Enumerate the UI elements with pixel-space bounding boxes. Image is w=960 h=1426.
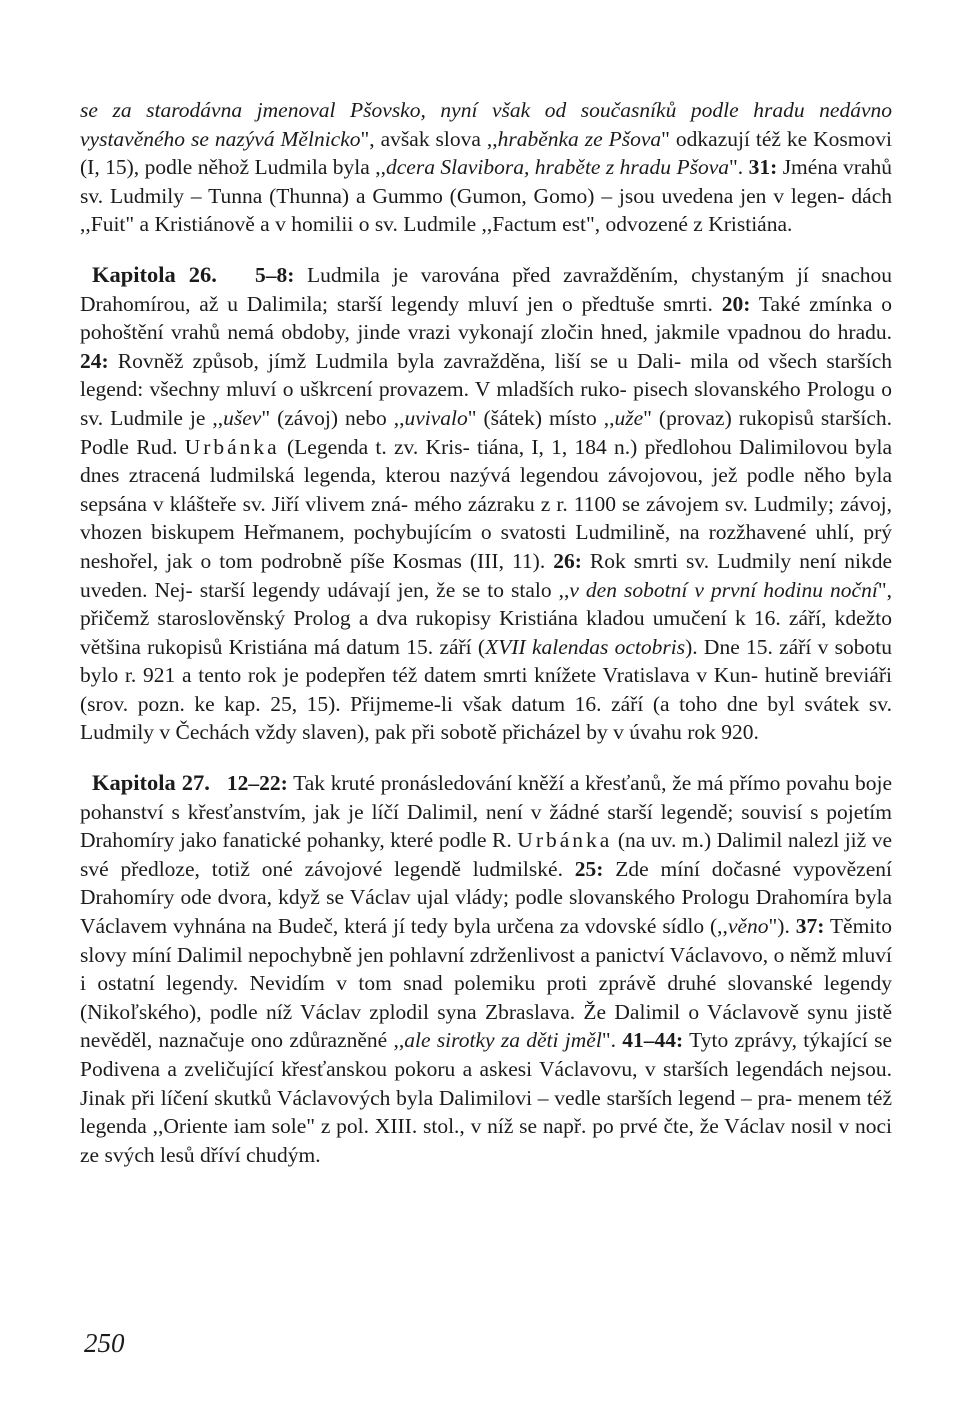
italic-quote: ušev bbox=[223, 405, 262, 430]
italic-quote: uže bbox=[614, 405, 644, 430]
continued-note-paragraph bbox=[80, 96, 892, 239]
italic-quote: dcera Slavibora, hraběte z hradu Pšova bbox=[386, 155, 730, 180]
note-text: Rok smrti sv. Ludmily není nikde uveden. Nej- starší legendy udávají jen, že se to stalo ,, bbox=[80, 548, 892, 602]
note-text: ". bbox=[601, 1028, 623, 1053]
spaced-author-name: Urbánka bbox=[517, 828, 613, 853]
italic-quote: hraběnka ze Pšova bbox=[497, 126, 662, 151]
italic-quote: ale sirotky za děti jměl bbox=[404, 1028, 602, 1053]
note-text: ", přičemž staroslověnský Prolog a dva rukopisy Kristiána kladou umučení k 16. září, kdežto většina rukopisů Kristiána má datum 15. září ( bbox=[80, 577, 892, 659]
page-number: 250 bbox=[84, 1328, 125, 1358]
note-text: Ludmila je varována před zavražděním, chystaným jí snachou Drahomírou, až u Dalimila; starší legendy mluví jen o předtuše smrti. bbox=[80, 262, 893, 316]
verse-reference: 31: bbox=[748, 155, 778, 180]
italic-quote: věno bbox=[727, 914, 769, 939]
note-text: (na uv. m.) Dalimil nalezl již ve své předloze, totiž oné závojové legendě ludmilské. bbox=[80, 828, 892, 881]
italic-quote: XVII kalendas octobris bbox=[485, 634, 686, 659]
spaced-author-name: Urbánka bbox=[184, 434, 280, 459]
italic-quote: se za starodávna jmenoval Pšovsko, nyní však od současníků podle hradu nedávno vystavěného se nazývá Mělnicko bbox=[80, 98, 892, 151]
page-body bbox=[80, 96, 892, 1169]
italic-quote: v den sobotní v první hodinu noční bbox=[569, 577, 878, 602]
note-text: Zde míní dočasné vypovězení Drahomíry ode dvora, když se Václav ujal vlády; podle slovanského Prologu Drahomíra byla Václavem vyhnána na Budeč, která jí tedy byla určena za vdovské sídlo (,, bbox=[80, 856, 892, 939]
verse-reference: 5–8: bbox=[254, 262, 295, 287]
note-text: Také zmínka o pohoštění vrahů nemá obdoby, jinde vrazi vykonají zločin hned, jakmile vpadnou do hradu. bbox=[80, 291, 892, 345]
chapter-26-paragraph bbox=[80, 261, 892, 747]
chapter-heading: Kapitola 27. bbox=[92, 770, 210, 796]
note-text: " (závoj) nebo ,, bbox=[261, 405, 405, 430]
italic-quote: uvivalo bbox=[404, 405, 468, 430]
note-text: ", avšak slova ,, bbox=[360, 126, 498, 151]
note-text: Tak kruté pronásledování kněží a křesťanů, že má přímo povahu boje pohanství s křesťanstvím, jak je líčí Dalimil, není v žádné starší legendě; souvisí s pojetím Drahomíry jako fanatické pohanky, které podle R. bbox=[80, 771, 893, 853]
chapter-27-paragraph bbox=[80, 769, 892, 1169]
note-text: Rovněž způsob, jímž Ludmila byla zavražděna, liší se u Dali- mila od všech starších legend: všechny mluví o uškrcení provazem. V mladších ruko- pisech slovanského Prologu o sv. Ludmile je ,, bbox=[80, 348, 892, 430]
verse-reference: 26: bbox=[553, 548, 582, 573]
verse-reference: 25: bbox=[574, 856, 604, 881]
note-text: Tyto zprávy, týkající se Podivena a zveličující křesťanskou pokoru a askesi Václavovu, v starších legendách nejsou. Jinak při líčení skutků Václavových byla Dalimilovi – vedle starších legend – pra- menem též legenda ,,Oriente iam sole" z pol. XIII. stol., v níž se např. po prvé čte, že Václav nosil v noci ze svých lesů dříví chudým. bbox=[80, 1028, 892, 1167]
chapter-heading: Kapitola 26. bbox=[92, 261, 217, 287]
note-text: "). bbox=[768, 914, 796, 939]
verse-reference: 37: bbox=[795, 914, 825, 939]
note-text: ". bbox=[729, 155, 749, 180]
note-text: Jména vrahů sv. Ludmily – Tunna (Thunna) a Gummo (Gumon, Gomo) – jsou uvedena jen v legen- dách ,,Fuit" a Kristiánově a v homilii o sv. Ludmile ,,Factum est", odvozené z Kristiána. bbox=[80, 155, 892, 237]
note-text: " (šátek) místo ,, bbox=[467, 405, 615, 430]
verse-reference: 12–22: bbox=[226, 771, 288, 796]
verse-reference: 20: bbox=[721, 291, 751, 316]
verse-reference: 24: bbox=[80, 348, 109, 373]
note-text: " odkazují též ke Kosmovi (I, 15), podle něhož Ludmila byla ,, bbox=[80, 126, 892, 180]
note-text: " (provaz) rukopisů starších. Podle Rud. bbox=[80, 405, 892, 459]
note-text: (Legenda t. zv. Kris- tiána, I, 1, 184 n.) předlohou Dalimilovou byla dnes ztracená ludmilská legenda, kterou nazývá legendou závojovou, jež podle něho byla sepsána v klášteře sv. Jiří vlivem zná- mého zázraku z r. 1100 se závojem sv. Ludmily; závoj, vhozen biskupem Heřmanem, pochybujícím o svatosti Ludmilině, na rozžhavené uhlí, prý neshořel, jak o tom podrobně píše Kosmas (III, 11). bbox=[80, 434, 892, 573]
verse-reference: 41–44: bbox=[622, 1028, 684, 1053]
note-text: ). Dne 15. září v sobotu bylo r. 921 a tento rok je podepřen též datem smrti knížete Vratislava v Kun- hutině breviáři (srov. pozn. ke kap. 25, 15). Přijmeme-li však datum 16. září (a toho dne byl svátek sv. Ludmily v Čechách vždy slaven), pak při sobotě přicházel by v úvahu rok 920. bbox=[80, 634, 892, 745]
note-text: Těmito slovy míní Dalimil nepochybně jen pohlavní zdrženlivost a panictví Václavovo, o němž mluví i ostatní legendy. Nevidím v tom snad polemiku proti zprávě druhé slovanské legendy (Nikoľského), podle níž Václav zplodil syna Zbraslava. Že Dalimil o Václavově synu jistě nevěděl, naznačuje ono zdůrazněné ,, bbox=[80, 914, 893, 1053]
